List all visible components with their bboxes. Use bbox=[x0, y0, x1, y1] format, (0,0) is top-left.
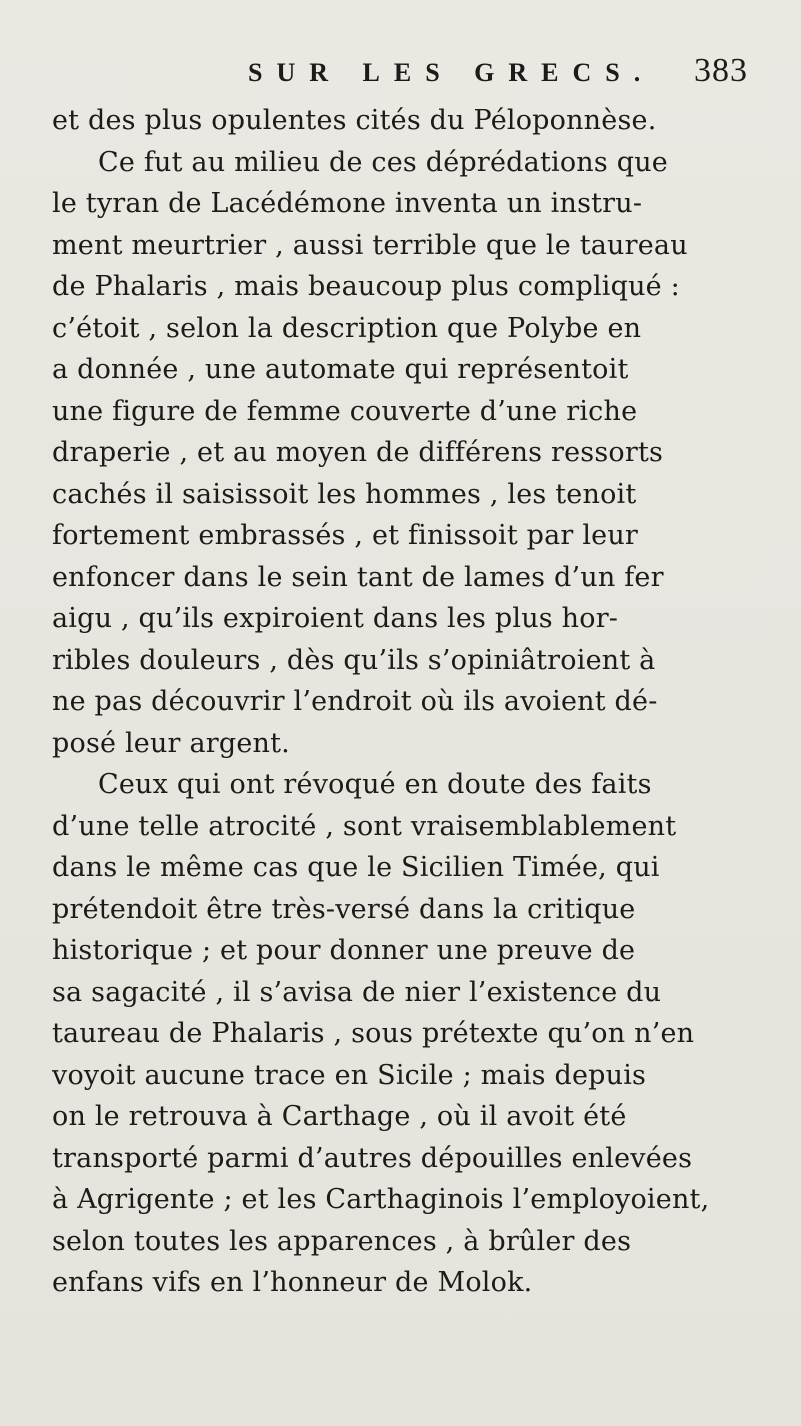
text-line: enfoncer dans le sein tant de lames d’un fer bbox=[52, 561, 664, 593]
text-line: dans le même cas que le Sicilien Timée, qui bbox=[52, 852, 660, 883]
text-line: taureau de Phalaris , sous prétexte qu’on n’en bbox=[52, 1018, 695, 1049]
text-line: voyoit aucune trace en Sicile ; mais depuis bbox=[52, 1059, 647, 1091]
text-line: selon toutes les apparences , à brûler des bbox=[52, 1225, 632, 1257]
text-line: à Agrigente ; et les Carthaginois l’employoient, bbox=[52, 1184, 710, 1215]
text-line: d’une telle atrocité , sont vraisemblablement bbox=[52, 810, 677, 842]
text-line: fortement embrassés , et finissoit par leur bbox=[52, 520, 639, 551]
running-title: SUR LES GRECS. bbox=[248, 58, 655, 87]
text-line: le tyran de Lacédémone inventa un instru- bbox=[52, 188, 643, 219]
page-number: 383 bbox=[694, 52, 748, 89]
text-line: sa sagacité , il s’avisa de nier l’existence du bbox=[52, 976, 662, 1008]
text-line: Ce fut au milieu de ces déprédations que bbox=[98, 146, 668, 178]
text-line: Ceux qui ont révoqué en doute des faits bbox=[98, 769, 652, 800]
text-line: enfans vifs en l’honneur de Molok. bbox=[52, 1267, 533, 1298]
text-line: ne pas découvrir l’endroit où ils avoient dé- bbox=[52, 686, 658, 717]
text-line: aigu , qu’ils expiroient dans les plus hor- bbox=[52, 603, 619, 634]
text-line: cachés il saisissoit les hommes , les tenoit bbox=[52, 478, 637, 510]
text-line: transporté parmi d’autres dépouilles enlevées bbox=[52, 1142, 693, 1174]
text-line: a donnée , une automate qui représentoit bbox=[52, 354, 629, 385]
text-line: une figure de femme couverte d’une riche bbox=[52, 395, 638, 427]
text-line: ment meurtrier , aussi terrible que le taureau bbox=[52, 229, 688, 261]
body-text bbox=[52, 100, 752, 1304]
running-head bbox=[248, 48, 748, 96]
text-line: historique ; et pour donner une preuve de bbox=[52, 935, 636, 966]
text-line: et des plus opulentes cités du Péloponnèse. bbox=[52, 105, 657, 136]
text-line: on le retrouva à Carthage , où il avoit été bbox=[52, 1101, 627, 1132]
text-line: ribles douleurs , dès qu’ils s’opiniâtroient à bbox=[52, 644, 656, 676]
text-line: posé leur argent. bbox=[52, 727, 290, 759]
text-line: draperie , et au moyen de différens ressorts bbox=[52, 437, 664, 468]
text-line: de Phalaris , mais beaucoup plus compliqué : bbox=[52, 271, 680, 302]
text-line: prétendoit être très-versé dans la critique bbox=[52, 893, 636, 925]
text-line: c’étoit , selon la description que Polybe en bbox=[52, 312, 642, 344]
